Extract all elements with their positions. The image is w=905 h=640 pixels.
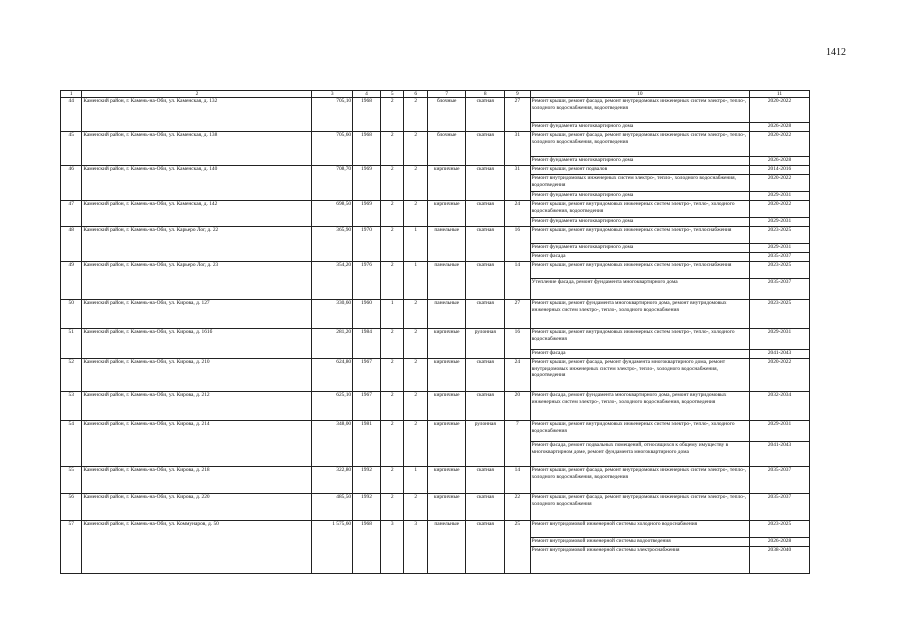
period-cell: 2020-2022 — [750, 175, 810, 192]
floors-cell: 2 — [380, 467, 404, 494]
period-cell: 2029-2031 — [750, 244, 810, 253]
area-cell: 322,80 — [312, 467, 353, 494]
floors-cell: 2 — [380, 166, 404, 201]
entrances-cell: 2 — [404, 359, 428, 392]
row-number: 52 — [61, 359, 82, 392]
entrances-cell: 1 — [404, 467, 428, 494]
column-number: 6 — [404, 91, 428, 98]
wall-material-cell: кирпичные — [427, 392, 466, 421]
table-row — [61, 329, 810, 350]
page-number: 1412 — [826, 47, 846, 58]
year-cell: 1992 — [353, 467, 381, 494]
year-cell: 1969 — [353, 201, 381, 227]
address-cell: Каменский район, г. Камень-на-Оби, ул. Каменская, д. 138 — [82, 132, 312, 166]
residents-cell: 24 — [505, 359, 531, 392]
roof-type-cell: скатная — [466, 392, 505, 421]
wall-material-cell: панельные — [427, 262, 466, 300]
table-row — [61, 201, 810, 218]
row-number: 48 — [61, 227, 82, 262]
floors-cell: 2 — [380, 262, 404, 300]
area-cell: 348,00 — [312, 421, 353, 467]
year-cell: 1967 — [353, 392, 381, 421]
row-number: 57 — [61, 521, 82, 574]
column-number: 11 — [750, 91, 810, 98]
work-type-cell: Ремонт крыши, ремонт внутридомовых инженерных систем электро-, тепло-, холодного водоснабжения — [530, 421, 749, 442]
period-cell: 2023-2025 — [750, 300, 810, 329]
column-number: 9 — [505, 91, 531, 98]
roof-type-cell: рулонная — [466, 421, 505, 467]
entrances-cell: 2 — [404, 300, 428, 329]
work-type-cell: Ремонт крыши, ремонт фасада, ремонт внутридомовых инженерных систем электро-, тепло-, холодного водоснабжения, водоотведения — [530, 98, 749, 123]
table-row — [61, 132, 810, 157]
address-cell: Каменский район, г. Камень-на-Оби, ул. Карьеро Лог, д. 23 — [82, 262, 312, 300]
period-cell: 2029-2031 — [750, 421, 810, 442]
residents-cell: 20 — [505, 392, 531, 421]
work-type-cell: Ремонт крыши, ремонт внутридомовых инженерных систем электро-, теплоснабжения — [530, 262, 749, 279]
column-number: 1 — [61, 91, 82, 98]
work-type-cell: Ремонт крыши, ремонт фундамента многоквартирного дома, ремонт внутридомовых инженерных систем электро-, тепло-, холодного водоснабжения — [530, 300, 749, 329]
period-cell: 2029-2031 — [750, 218, 810, 227]
roof-type-cell: скатная — [466, 359, 505, 392]
period-cell: 2029-2031 — [750, 192, 810, 201]
residents-cell: 24 — [505, 201, 531, 227]
floors-cell: 2 — [380, 98, 404, 132]
floors-cell: 2 — [380, 201, 404, 227]
wall-material-cell: кирпичные — [427, 359, 466, 392]
row-number: 45 — [61, 132, 82, 166]
work-type-cell: Ремонт фасада, ремонт фундамента многоквартирного дома, ремонт внутридомовых инженерных систем электро-, тепло-, холодного водоснабжения, водоотведения — [530, 392, 749, 421]
work-type-cell: Ремонт крыши, ремонт внутридомовых инженерных систем электро-, тепло-, холодного водоснабжения — [530, 329, 749, 350]
floors-cell: 1 — [380, 300, 404, 329]
floors-cell: 2 — [380, 132, 404, 166]
address-cell: Каменский район, г. Камень-на-Оби, ул. Коммунаров, д. 50 — [82, 521, 312, 574]
wall-material-cell: блочные — [427, 132, 466, 166]
period-cell: 2020-2022 — [750, 132, 810, 157]
column-number: 4 — [353, 91, 381, 98]
address-cell: Каменский район, г. Камень-на-Оби, ул. Каменская, д. 132 — [82, 98, 312, 132]
entrances-cell: 2 — [404, 421, 428, 467]
period-cell: 2035-2037 — [750, 494, 810, 521]
period-cell: 2026-2028 — [750, 123, 810, 132]
row-number: 44 — [61, 98, 82, 132]
area-cell: 698,50 — [312, 201, 353, 227]
work-type-cell: Ремонт крыши, ремонт фасада, ремонт внутридомовых инженерных систем электро-, тепло-, холодного водоснабжения — [530, 494, 749, 521]
work-type-cell: Ремонт крыши, ремонт фасада, ремонт внутридомовых инженерных систем электро-, тепло-, холодного водоснабжения, водоотведения — [530, 467, 749, 494]
column-number: 5 — [380, 91, 404, 98]
table-row — [61, 494, 810, 521]
residents-cell: 16 — [505, 227, 531, 262]
work-type-cell: Ремонт внутридомовых инженерных систем электро-, тепло-, холодного водоснабжения, водоотведения — [530, 175, 749, 192]
period-cell: 2035-2037 — [750, 253, 810, 262]
floors-cell: 2 — [380, 392, 404, 421]
period-cell: 2041-2043 — [750, 350, 810, 359]
roof-type-cell: скатная — [466, 98, 505, 132]
floors-cell: 2 — [380, 494, 404, 521]
entrances-cell: 1 — [404, 262, 428, 300]
roof-type-cell: скатная — [466, 227, 505, 262]
row-number: 54 — [61, 421, 82, 467]
address-cell: Каменский район, г. Камень-на-Оби, ул. Кирова, д. 161б — [82, 329, 312, 359]
work-type-cell: Ремонт фундамента многоквартирного дома — [530, 244, 749, 253]
wall-material-cell: кирпичные — [427, 467, 466, 494]
roof-type-cell: скатная — [466, 201, 505, 227]
work-type-cell: Ремонт фундамента многоквартирного дома — [530, 192, 749, 201]
work-type-cell: Ремонт фундамента многоквартирного дома — [530, 123, 749, 132]
wall-material-cell: кирпичные — [427, 201, 466, 227]
floors-cell: 3 — [380, 521, 404, 574]
residents-cell: 7 — [505, 421, 531, 467]
work-type-cell: Ремонт внутридомовой инженерной системы холодного водоснабжения — [530, 521, 749, 538]
entrances-cell: 2 — [404, 494, 428, 521]
column-number: 7 — [427, 91, 466, 98]
residents-cell: 31 — [505, 166, 531, 201]
work-type-cell: Ремонт фасада, ремонт подвальных помещений, относящихся к общему имуществу в многоквартирном доме, ремонт фундамента многоквартирного дома — [530, 442, 749, 467]
year-cell: 1960 — [353, 300, 381, 329]
period-cell: 2026-2028 — [750, 538, 810, 547]
period-cell: 2029-2031 — [750, 329, 810, 350]
area-cell: 625,10 — [312, 392, 353, 421]
address-cell: Каменский район, г. Камень-на-Оби, ул. Кирова, д. 220 — [82, 494, 312, 521]
wall-material-cell: блочные — [427, 98, 466, 132]
entrances-cell: 2 — [404, 166, 428, 201]
floors-cell: 2 — [380, 227, 404, 262]
table-row — [61, 227, 810, 244]
address-cell: Каменский район, г. Камень-на-Оби, ул. Карьеро Лог, д. 22 — [82, 227, 312, 262]
row-number: 50 — [61, 300, 82, 329]
area-cell: 705,10 — [312, 98, 353, 132]
wall-material-cell: кирпичные — [427, 166, 466, 201]
year-cell: 1984 — [353, 329, 381, 359]
row-number: 53 — [61, 392, 82, 421]
wall-material-cell: панельные — [427, 300, 466, 329]
wall-material-cell: панельные — [427, 521, 466, 574]
work-type-cell: Ремонт крыши, ремонт внутридомовых инженерных систем электро-, теплоснабжения — [530, 227, 749, 244]
year-cell: 1970 — [353, 227, 381, 262]
year-cell: 1967 — [353, 359, 381, 392]
residents-cell: 14 — [505, 262, 531, 300]
column-number: 2 — [82, 91, 312, 98]
area-cell: 624,80 — [312, 359, 353, 392]
entrances-cell: 2 — [404, 329, 428, 359]
work-type-cell: Ремонт внутридомовой инженерной системы водоотведения — [530, 538, 749, 547]
roof-type-cell: скатная — [466, 132, 505, 166]
row-number: 47 — [61, 201, 82, 227]
table-row — [61, 166, 810, 175]
year-cell: 1976 — [353, 262, 381, 300]
floors-cell: 2 — [380, 421, 404, 467]
work-type-cell: Ремонт фундамента многоквартирного дома — [530, 218, 749, 227]
roof-type-cell: скатная — [466, 300, 505, 329]
area-cell: 705,60 — [312, 132, 353, 166]
column-number: 3 — [312, 91, 353, 98]
address-cell: Каменский район, г. Камень-на-Оби, ул. Кирова, д. 127 — [82, 300, 312, 329]
period-cell: 2020-2022 — [750, 359, 810, 392]
residents-cell: 27 — [505, 300, 531, 329]
work-type-cell: Утепление фасада, ремонт фундамента многоквартирного дома — [530, 279, 749, 300]
period-cell: 2035-2037 — [750, 279, 810, 300]
period-cell: 2020-2022 — [750, 98, 810, 123]
work-type-cell: Ремонт фасада — [530, 350, 749, 359]
entrances-cell: 1 — [404, 227, 428, 262]
floors-cell: 2 — [380, 329, 404, 359]
roof-type-cell: скатная — [466, 262, 505, 300]
residents-cell: 14 — [505, 467, 531, 494]
year-cell: 1968 — [353, 132, 381, 166]
address-cell: Каменский район, г. Камень-на-Оби, ул. Кирова, д. 218 — [82, 467, 312, 494]
work-type-cell: Ремонт фундамента многоквартирного дома — [530, 157, 749, 166]
period-cell: 2032-2034 — [750, 392, 810, 421]
floors-cell: 2 — [380, 359, 404, 392]
residents-cell: 16 — [505, 329, 531, 359]
row-number: 49 — [61, 262, 82, 300]
work-type-cell: Ремонт крыши, ремонт подвалов — [530, 166, 749, 175]
table-row — [61, 467, 810, 494]
work-type-cell: Ремонт фасада — [530, 253, 749, 262]
residents-cell: 27 — [505, 98, 531, 132]
area-cell: 330,60 — [312, 300, 353, 329]
column-number: 10 — [530, 91, 749, 98]
table-row — [61, 521, 810, 538]
work-type-cell: Ремонт крыши, ремонт фасада, ремонт фундамента многоквартирного дома, ремонт внутридомовых инженерных систем электро-, тепло-, холодного водоснабжения, водоотведения — [530, 359, 749, 392]
work-type-cell: Ремонт крыши, ремонт внутридомовых инженерных систем электро-, тепло-, холодного водоснабжения, водоотведения — [530, 201, 749, 218]
roof-type-cell: рулонная — [466, 329, 505, 359]
row-number: 56 — [61, 494, 82, 521]
period-cell: 2020-2022 — [750, 201, 810, 218]
column-number: 8 — [466, 91, 505, 98]
residents-cell: 22 — [505, 494, 531, 521]
wall-material-cell: кирпичные — [427, 421, 466, 467]
roof-type-cell: скатная — [466, 521, 505, 574]
period-cell: 2041-2043 — [750, 442, 810, 467]
area-cell: 1 575,60 — [312, 521, 353, 574]
year-cell: 1969 — [353, 166, 381, 201]
roof-type-cell: скатная — [466, 494, 505, 521]
roof-type-cell: скатная — [466, 467, 505, 494]
table-row — [61, 300, 810, 329]
entrances-cell: 2 — [404, 132, 428, 166]
period-cell: 2014-2016 — [750, 166, 810, 175]
area-cell: 365,90 — [312, 227, 353, 262]
wall-material-cell: кирпичные — [427, 329, 466, 359]
work-type-cell: Ремонт внутридомовой инженерной системы электроснабжения — [530, 547, 749, 574]
table-row — [61, 98, 810, 123]
year-cell: 1992 — [353, 494, 381, 521]
period-cell: 2038-2040 — [750, 547, 810, 574]
address-cell: Каменский район, г. Камень-на-Оби, ул. Кирова, д. 212 — [82, 392, 312, 421]
table-row — [61, 392, 810, 421]
column-number-row — [61, 91, 810, 98]
area-cell: 708,70 — [312, 166, 353, 201]
wall-material-cell: кирпичные — [427, 494, 466, 521]
entrances-cell: 2 — [404, 98, 428, 132]
entrances-cell: 2 — [404, 201, 428, 227]
housing-repair-table — [60, 90, 810, 574]
period-cell: 2035-2037 — [750, 467, 810, 494]
period-cell: 2023-2025 — [750, 227, 810, 244]
table-row — [61, 421, 810, 442]
area-cell: 485,50 — [312, 494, 353, 521]
table-row — [61, 262, 810, 279]
residents-cell: 31 — [505, 132, 531, 166]
period-cell: 2023-2025 — [750, 262, 810, 279]
row-number: 46 — [61, 166, 82, 201]
address-cell: Каменский район, г. Камень-на-Оби, ул. Кирова, д. 214 — [82, 421, 312, 467]
residents-cell: 25 — [505, 521, 531, 574]
area-cell: 354,20 — [312, 262, 353, 300]
entrances-cell: 3 — [404, 521, 428, 574]
table-row — [61, 359, 810, 392]
address-cell: Каменский район, г. Камень-на-Оби, ул. Каменская, д. 140 — [82, 166, 312, 201]
row-number: 55 — [61, 467, 82, 494]
area-cell: 281,20 — [312, 329, 353, 359]
year-cell: 1968 — [353, 521, 381, 574]
period-cell: 2023-2025 — [750, 521, 810, 538]
year-cell: 1968 — [353, 98, 381, 132]
roof-type-cell: скатная — [466, 166, 505, 201]
row-number: 51 — [61, 329, 82, 359]
period-cell: 2026-2028 — [750, 157, 810, 166]
year-cell: 1981 — [353, 421, 381, 467]
address-cell: Каменский район, г. Камень-на-Оби, ул. Кирова, д. 210 — [82, 359, 312, 392]
entrances-cell: 2 — [404, 392, 428, 421]
work-type-cell: Ремонт крыши, ремонт фасада, ремонт внутридомовых инженерных систем электро-, тепло-, холодного водоснабжения, водоотведения — [530, 132, 749, 157]
address-cell: Каменский район, г. Камень-на-Оби, ул. Каменская, д. 142 — [82, 201, 312, 227]
wall-material-cell: панельные — [427, 227, 466, 262]
